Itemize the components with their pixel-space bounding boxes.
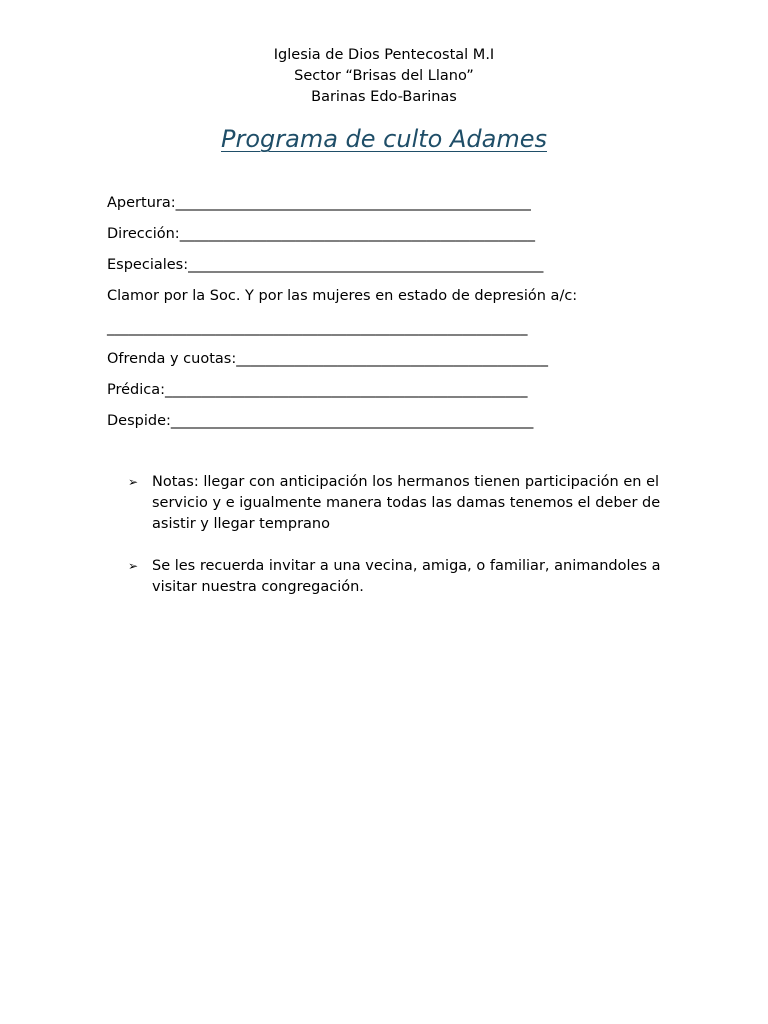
- field-label: Clamor por la Soc. Y por las mujeres en estado de depresión a/c:: [107, 288, 578, 304]
- field-clamor: [107, 285, 707, 307]
- field-label: Apertura:: [107, 195, 176, 211]
- field-label: Especiales:: [107, 257, 189, 273]
- note-text: Notas: llegar con anticipación los hermanos tienen participación en el servicio y e igualmente manera todas las damas tenemos el deber de asistir y llegar temprano: [152, 474, 661, 532]
- arrow-bullet-icon: ➢: [128, 559, 139, 573]
- fill-in-line: __________________________________________________: [170, 413, 534, 429]
- field-clamor-line: [107, 317, 707, 339]
- notes-list: [128, 472, 668, 619]
- list-item: [128, 472, 668, 535]
- program-fields: [107, 192, 707, 441]
- list-item: [128, 556, 668, 598]
- fill-in-line: __________________________________________________: [165, 382, 528, 398]
- field-ofrenda: [107, 348, 707, 370]
- fill-in-line: __________________________________________________________: [107, 320, 528, 336]
- document-title: Programa de culto Adames: [221, 125, 547, 153]
- fill-in-line: ___________________________________________: [236, 351, 548, 367]
- church-location: Barinas Edo-Barinas: [311, 89, 457, 105]
- field-label: Prédica:: [107, 382, 166, 398]
- field-especiales: [107, 254, 707, 276]
- field-apertura: [107, 192, 707, 214]
- field-predica: [107, 379, 707, 401]
- church-name: Iglesia de Dios Pentecostal M.I: [273, 47, 495, 63]
- field-label: Despide:: [107, 413, 171, 429]
- arrow-bullet-icon: ➢: [128, 475, 139, 489]
- church-header: [0, 44, 768, 108]
- note-text: Se les recuerda invitar a una vecina, amiga, o familiar, animandoles a visitar nuestra congregación.: [152, 558, 661, 595]
- field-despide: [107, 410, 707, 432]
- field-label: Ofrenda y cuotas:: [107, 351, 237, 367]
- fill-in-line: _________________________________________________: [175, 195, 531, 211]
- church-sector: Sector “Brisas del Llano”: [294, 68, 474, 84]
- fill-in-line: _________________________________________________: [179, 226, 535, 242]
- fill-in-line: _________________________________________________: [188, 257, 544, 273]
- field-direccion: [107, 223, 707, 245]
- field-label: Dirección:: [107, 226, 180, 242]
